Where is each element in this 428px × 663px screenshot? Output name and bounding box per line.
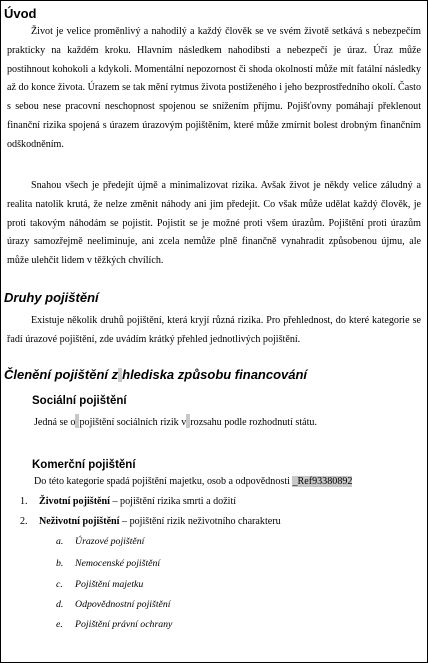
paragraph-uvod-1: Život je velice proměnlivý a nahodilý a každý člověk se ve svém životě setkává s nebezpečím prakticky na každém kroku. Hlavním následkem nahodibsti a nebezpečí je úraz. Úraz může postihnout kohokoli a kdykoli. Momentální nepozornost či shoda okolností může mít fatální následky až do konce života. Úrazem se tak mění rytmus života postiženého i jeho bezprostředního okolí. Často s sebou nese pracovní neschopnost spojenou se snížením příjmu. Pojišťovny pomáhají překlenout finanční rizika spojená s úrazem úrazovým pojištěním, které může zmírnit bolest drobným finančním odškodněním. [7, 26, 421, 150]
sublist-c-number: c. [56, 579, 63, 590]
heading-druhy-pojisteni: Druhy pojištění [4, 290, 99, 305]
list-item-2-bold: Neživotní pojištění [39, 516, 120, 527]
sublist-a-number: a. [56, 536, 64, 547]
paragraph-uvod-2: Snahou všech je předejít újmě a minimalizovat rizika. Avšak život je někdy velice záludný a realita natolik krutá, že nelze změnit náhody ani jim předejít. Co však může udělat každý člověk, je proti takovým náhodám se pojistit. Pojistit se je možné proti všem úrazům. Pojištění proti úrazům úrazy samozřejmě neeliminuje, ani zcela nemůže plně finančně vynahradit způsobenou újmu, ale může ulehčit lidem v těžkých chvílích. [7, 180, 421, 267]
paragraph-druhy: Existuje několik druhů pojištění, která kryjí různá rizika. Pro přehlednost, do které kategorie se řadí úrazové pojištění, zde uvádím krátký přehled jednotlivých pojištění. [7, 315, 421, 345]
heading-cleneni-part-1: Členění pojištění z [4, 367, 119, 382]
heading-socialni: Sociální pojištění [32, 395, 127, 407]
sublist-b-number: b. [56, 558, 64, 569]
sublist-b: Nemocenské pojištění [75, 558, 161, 569]
list-item-1-bold: Životní pojištění [39, 496, 110, 507]
sublist-d-number: d. [56, 599, 64, 610]
list-item-2 [39, 515, 281, 529]
sublist-d: Odpovědnostní pojištění [75, 599, 171, 610]
sublist-e: Pojištění právní ochrany [75, 619, 173, 630]
list-item-2-number: 2. [20, 516, 28, 527]
bookmark-ref: _Ref93380892 [292, 476, 353, 487]
list-item-2-text: – pojištění rizik neživotního charakteru [119, 516, 281, 527]
list-item-1-text: – pojištění rizika smrti a dožití [109, 496, 237, 507]
socialni-part-3: rozsahu podle rozhodnutí státu. [190, 417, 318, 428]
komercni-text [34, 475, 352, 489]
sublist-a: Úrazové pojištění [75, 536, 145, 547]
socialni-part-2: pojištění sociálních rizik v [79, 417, 187, 428]
list-item-1 [39, 495, 236, 509]
heading-komercni: Komerční pojištění [32, 459, 136, 471]
heading-cleneni-part-2: hlediska způsobu financování [122, 367, 308, 382]
heading-uvod: Úvod [4, 6, 37, 21]
komercni-sentence: Do této kategorie spadá pojištění majetku, osob a odpovědnosti [34, 476, 290, 487]
socialni-text [34, 414, 317, 430]
sublist-e-number: e. [56, 619, 63, 630]
list-item-1-number: 1. [20, 496, 28, 507]
heading-cleneni [4, 367, 307, 383]
sublist-c: Pojištění majetku [75, 579, 144, 590]
socialni-part-1: Jedná se o [34, 417, 76, 428]
